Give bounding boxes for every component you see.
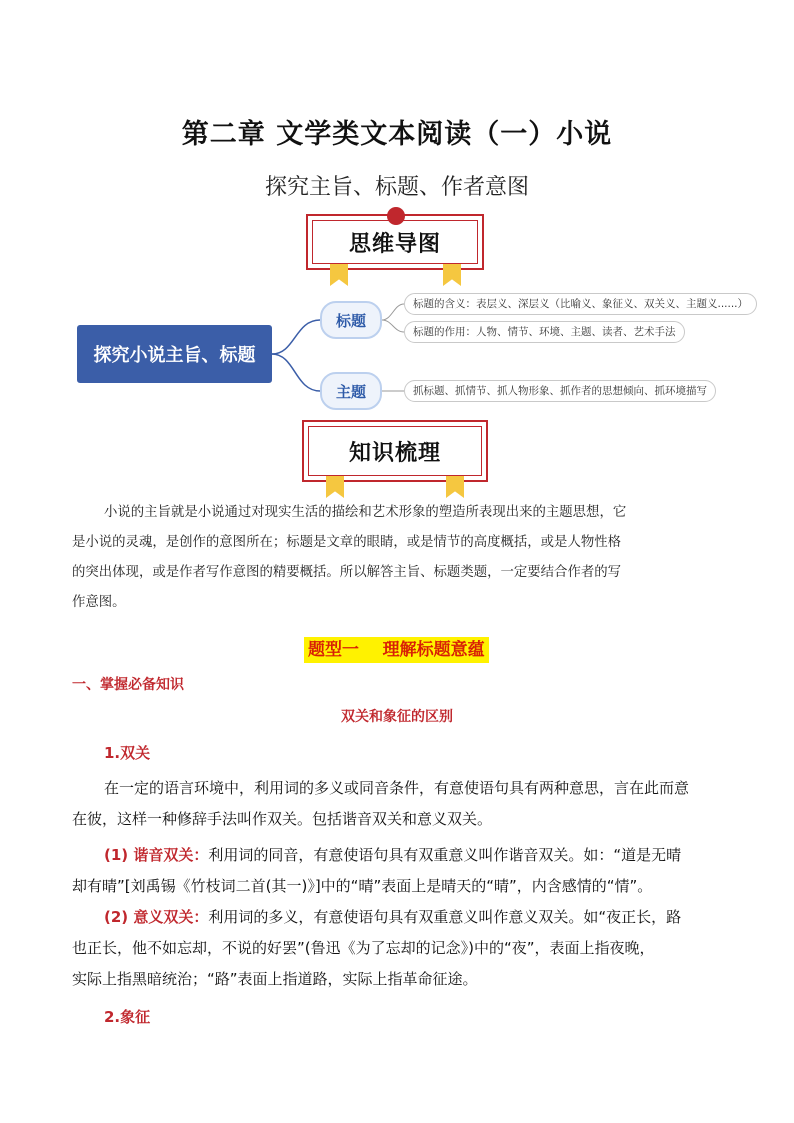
ribbon-icon xyxy=(326,476,344,498)
semantic-pun-label: (2) 意义双关： xyxy=(104,908,209,926)
homophone-pun-label: (1) 谐音双关： xyxy=(104,846,209,864)
intro-line: 是小说的灵魂，是创作的意图所在；标题是文章的眼睛，或是情节的高度概括，或是人物性格 xyxy=(72,535,622,550)
page-subtitle: 探究主旨、标题、作者意图 xyxy=(264,175,529,200)
mindmap-root-node: 探究小说主旨、标题 xyxy=(77,325,272,383)
homophone-pun: (1) 谐音双关：利用词的同音，有意使语句具有双重意义叫作谐音双关。如：“道是无晴 却有晴”[刘禹锡《竹枝词二首(其一)》]中的“晴”表面上是晴天的“晴”，内含感情的“情”。 xyxy=(72,846,682,895)
intro-line: 作意图。 xyxy=(72,595,126,610)
pun-definition: 在一定的语言环境中，利用词的多义或同音条件，有意使语句具有两种意思，言在此而意 在彼，这样一种修辞手法叫作双关。包括谐音双关和意义双关。 xyxy=(72,779,690,828)
intro-paragraph xyxy=(72,498,732,618)
section-subtitle: 双关和象征的区别 xyxy=(341,709,453,725)
question-type-heading: 题型一 理解标题意蕴 xyxy=(304,637,489,663)
mindmap-branch-title: 标题 xyxy=(320,301,382,339)
part-heading-pun: 1.双关 xyxy=(104,744,151,762)
ribbon-icon xyxy=(446,476,464,498)
semantic-pun: (2) 意义双关：利用词的多义，有意使语句具有双重意义叫作意义双关。如“夜正长，路 也正长，他不如忘却，不说的好罢”(鲁迅《为了忘却的记念》)中的“夜”，表面上指夜晚， 实际上指黑暗统治；“路”表面上指道路，实际上指革命征途。 xyxy=(72,908,682,988)
mindmap-leaf: 标题的作用：人物、情节、环境、主题、读者、艺术手法 xyxy=(404,321,685,343)
knowledge-banner-label: 知识梳理 xyxy=(348,440,441,466)
knowledge-banner xyxy=(302,420,488,482)
intro-line: 小说的主旨就是小说通过对现实生活的描绘和艺术形象的塑造所表现出来的主题思想，它 xyxy=(104,505,627,520)
mindmap-leaf: 抓标题、抓情节、抓人物形象、抓作者的思想倾向、抓环境描写 xyxy=(404,380,716,402)
intro-line: 的突出体现，或是作者写作意图的精要概括。所以解答主旨、标题类题，一定要结合作者的写 xyxy=(72,565,622,580)
section-heading: 一、掌握必备知识 xyxy=(72,677,184,693)
mindmap-branch-theme: 主题 xyxy=(320,372,382,410)
part-heading-symbolism: 2.象征 xyxy=(104,1008,151,1026)
page-title: 第二章 文学类文本阅读（一）小说 xyxy=(181,119,613,150)
mindmap-leaf: 标题的含义：表层义、深层义（比喻义、象征义、双关义、主题义......） xyxy=(404,293,757,315)
banner-dot xyxy=(387,207,405,225)
mindmap-connectors xyxy=(0,0,794,480)
mindmap-banner-label: 思维导图 xyxy=(348,231,441,257)
